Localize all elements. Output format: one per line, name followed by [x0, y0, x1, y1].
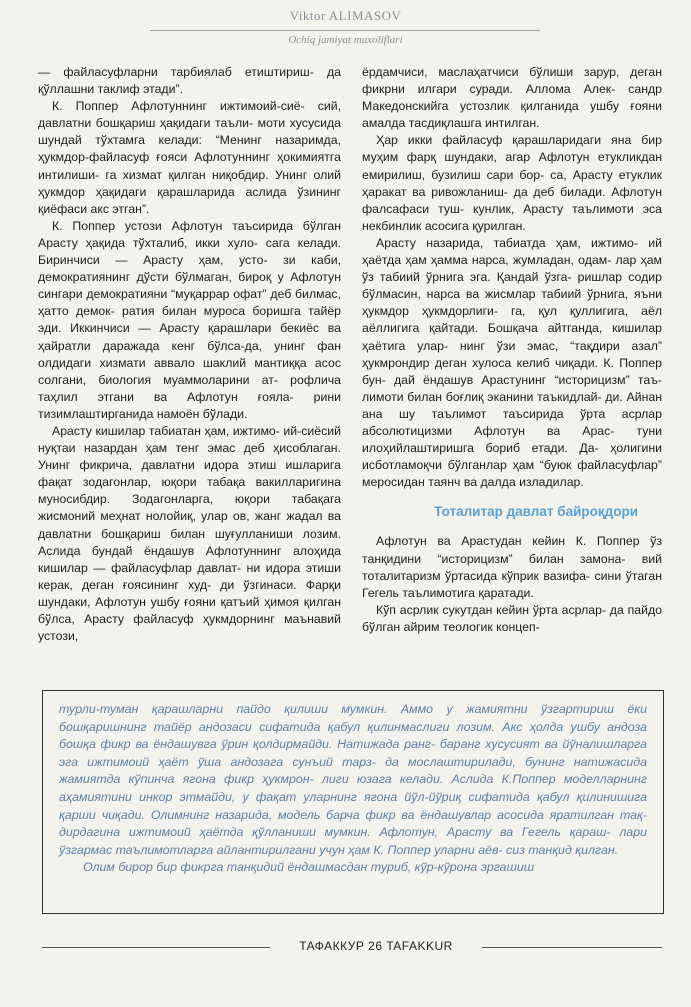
boxed-quote — [42, 690, 664, 914]
paragraph: — файласуфларни тарбиялаб етиштириш- да қўллашни таклиф этади”. — [38, 65, 341, 97]
quote-paragraph: турли-туман қарашларни пайдо қилиши мумкин. Аммо у жамиятни ўзгартириш ёки бошқаришнинг тайёр андозаси сифатида қабул қилинмаслиги лозим. Акс ҳолда ушбу андоза бошқа фикр ва ёндашувга ўрин қолдирмайди. Натижада ранг- баранг хусусият ва йўналишларга эга ижтимоий ҳаёт ўша андозага сунъий тарз- да мослаштирилади, бунинг натижасида жамиятда кўпинча ягона фикр ҳукмрон- лиги юзага келади. Аслида К.Поппер моделларнинг аҳамиятини инкор этмайди, у фақат уларнинг ягона йўл-йўриқ сифатида қабул қилинишига қарши чиқади. Олимнинг назарида, модель барча фикр ва ёндашувлар асосида яратилган тақ- дирдагина ижтимоий ҳаётда қўлланиши мумкин. Афлотун, Арасту ва Гегель қараш- лари ўзгармас таълимотларга айлантирилгани учун ҳам К. Поппер уларни аёв- сиз танқид қилган. — [59, 702, 647, 857]
boxed-quote-text — [59, 701, 647, 877]
left-column — [38, 64, 341, 645]
paragraph: Афлотун ва Арастудан кейин К. Поппер ўз танқидини “историцизм” билан замона- вий тоталитаризм ўртасида кўприк вазифа- сини ўтаган Гегель таълимотига қаратади. — [362, 534, 662, 600]
footer-page-label: ТАФАККУР 26 TAFAKKUR — [299, 939, 453, 953]
paragraph: К. Поппер устози Афлотун таъсирида бўлган Арасту ҳақида тўхталиб, икки хуло- сага келади. Биринчиси — Арасту ҳам, усто- зи каби, демократиянинг дўсти бўлмаган, бироқ у Афлотун сингари демократияни “муқаррар офат” деб билмас, ҳатто демок- ратия билан муроса боришга тайёр эди. Иккинчиси — Арасту қарашлари бекиёс ва ҳайратли даражада кенг бўлса-да, унинг фан олдидаги хизмати аввало шаклий мантиққа асос солгани, биология муаммоларини ат- рофлича таҳлил этгани ва Афлотун ғояла- рини тизимлаштирганида намоён бўлади. — [38, 218, 341, 421]
paragraph: ёрдамчиси, маслаҳатчиси бўлиши зарур, деган фикрни илгари суради. Аллома Алек- сандр Македонскийга устозлик қилганида ушбу ғояни амалда тасдиқлашга интилган. — [362, 65, 662, 131]
page-footer — [42, 939, 662, 955]
section-heading: Тоталитар давлат байроқдори — [434, 504, 638, 520]
quote-paragraph: Олим бирор бир фикрга танқидий ёндашмасдан туриб, кўр-кўрона эргашиш — [83, 860, 535, 875]
footer-rule-left — [42, 947, 270, 948]
paragraph: Кўп асрлик сукутдан кейин ўрта асрлар- да пайдо бўлган айрим теологик концеп- — [362, 602, 662, 634]
paragraph: Ҳар икки файласуф қарашларидаги яна бир муҳим фарқ шундаки, агар Афлотун етукликдан емирилиш, бузилиш сари бор- са, Арасту етуклик ҳаракат ва ривожланиш- да деб билади. Афлотун фалсафаси туш- кунлик, Арасту таълимоти эса некбинлик асосига қурилган. — [362, 133, 662, 233]
paragraph: Арасту назарида, табиатда ҳам, ижтимо- ий ҳаётда ҳам ҳамма нарса, жумладан, одам- лар ҳам ўз табиий ўрнига эга. Қандай ўзга- ришлар содир бўлмасин, нарса ва жисмлар табиий ўрнига, яъни ҳукмдор ҳукмдорлиги- га, қул қуллигига, аёл аёллигига қайтади. Бошқача айтганда, кишилар ҳаётига улар- нинг ўзи эмас, “тақдири азал” ҳукмрондир деган хулоса келиб чиқади. К. Поппер бун- дай ёндашув Арастунинг “историцизм” таъ- лимоти билан боғлиқ эканини таъкидлай- ди. Айнан ана шу таълимот таъсирида ўрта асрлар абсолютицизми Афлотун ва Арас- туни илоҳийлаштиришга бориб етади. Да- ҳолигини исботламоқчи бўлганлар ҳам “буюк файласуфлар” меросидан таянч ва далда изладилар. — [362, 235, 662, 490]
running-header — [0, 8, 691, 24]
paragraph: К. Поппер Афлотуннинг ижтимоий-сиё- сий, давлатни бошқариш ҳақидаги таъли- моти хусусида шундай тўхтамга келади: “Менинг назаримда, ҳукмдор-файласуф ғояси Афлотуннинг ҳокимиятга интилиши- га хизмат қилган ниқобдир. Унинг олий ҳукмдор ҳақидаги қарашларида аслида ўзининг қиёфаси акс этган”. — [38, 99, 341, 216]
author-name: Viktor ALIMASOV — [289, 8, 402, 23]
right-column — [362, 64, 662, 636]
header-rule — [150, 30, 540, 31]
footer-rule-right — [482, 947, 662, 948]
paragraph: Арасту кишилар табиатан ҳам, ижтимо- ий-сиёсий нуқтаи назардан ҳам тенг эмас деб ҳисоблаган. Унинг фикрича, давлатни идора этиш ишларига фақат зодагонлар, юқори табақа вакилларигина муносибдир. Зодагонларга, юқори табақага жисмоний меҳнат нолойиқ, улар ов, жанг жадал ва давлатни бошқариш билан шуғулланиши лозим. Аслида бундай ёндашув Афлотуннинг алоҳида кишилар — файласуфлар давлат- ни идора этиши керак, деган ғоясининг худ- ди ўзгинаси. Фарқи шундаки, Афлотун ушбу ғояни қатъий ҳимоя қилган бўлса, Арасту файласуф ҳукмдорнинг маънавий устози, — [38, 423, 341, 644]
header-subtitle: Ochiq jamiyat muxoliflari — [288, 34, 403, 46]
